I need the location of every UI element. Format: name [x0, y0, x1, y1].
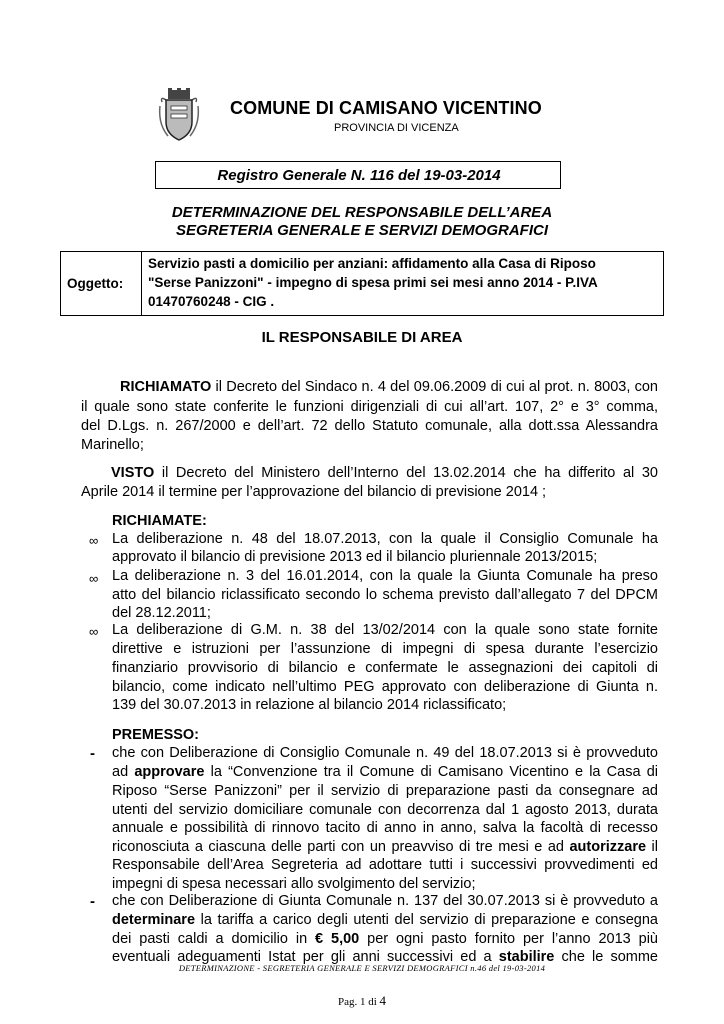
oggetto-line: 01470760248 - CIG . — [148, 294, 275, 309]
list-item-line: ad approvare la “Convenzione tra il Comune di Camisano Vicentino e la Casa di — [112, 764, 658, 780]
comune-title: COMUNE DI CAMISANO VICENTINO — [230, 98, 542, 118]
paragraph-line: del D.Lgs. n. 267/2000 e dell’art. 72 dello Statuto comunale, alla dott.ssa Alessandra — [81, 418, 658, 434]
list-item-line: direttive e istruzioni per l’assunzione di impegni di spesa durante l’esercizio — [112, 641, 658, 657]
premesso-title: PREMESSO: — [112, 727, 200, 743]
paragraph-line: Aprile 2014 il termine per l’approvazione del bilancio di previsione 2014 ; — [81, 484, 547, 500]
page-number: Pag. 1 di 4 — [337, 993, 387, 1008]
list-item-line: che con Deliberazione di Consiglio Comunale n. 49 del 18.07.2013 si è provveduto — [112, 745, 658, 761]
document-footer: DETERMINAZIONE - SEGRETERIA GENERALE E SERVIZI DEMOGRAFICI n.46 del 19-03-2014 — [178, 963, 546, 973]
list-item-line: La deliberazione di G.M. n. 38 del 13/02/2014 con la quale sono state fornite — [112, 622, 658, 638]
dash-bullet: - — [90, 893, 95, 910]
infinity-bullet-icon: ∞ — [89, 533, 99, 548]
list-item-line: utenti del servizio domiciliare comunale con decorrenza dal 1 agosto 2013, durata — [112, 802, 658, 818]
list-item-line: 139 del 30.07.2013 in relazione al bilancio 2014 riclassificato; — [112, 697, 507, 713]
list-item-line: La deliberazione n. 48 del 18.07.2013, con la quale il Consiglio Comunale ha — [112, 531, 658, 547]
list-item-line: La deliberazione n. 3 del 16.01.2014, con la quale la Giunta Comunale ha preso — [112, 568, 658, 584]
infinity-bullet-icon: ∞ — [89, 624, 99, 639]
list-item-line: impegni di spesa necessari allo svolgimento del servizio; — [112, 876, 476, 892]
infinity-bullet-icon: ∞ — [89, 571, 99, 586]
list-item-line: approvato il bilancio di previsione 2013 ed il bilancio pluriennale 2013/2015; — [112, 549, 598, 565]
list-item-line: determinare la tariffa a carico degli utenti del servizio di preparazione e consegna — [112, 912, 658, 928]
list-item-line: dei pasti caldi a domicilio in € 5,00 per ogni pasto fornito per l’anno 2013 più — [112, 931, 658, 947]
oggetto-label: Oggetto: — [67, 276, 124, 291]
section-heading: IL RESPONSABILE DI AREA — [261, 329, 463, 346]
list-item-line: eventuali adeguamenti Istat per gli anni successivi ed a stabilire che le somme — [112, 949, 658, 965]
list-item-line: Riposo “Serse Panizzoni” per il servizio di preparazione pasti da consegnare ad — [112, 783, 658, 799]
list-item-line: bilancio, come indicato nell’ultimo PEG approvato con deliberazione di Giunta n. — [112, 679, 658, 695]
list-item-line: annuale e possibilità di rinnovo tacito di anno in anno, salva la facoltà di recesso — [112, 820, 658, 836]
list-item-line: Responsabile dell’Area Segreteria ad adottare tutti i successivi provvedimenti ed — [112, 857, 658, 873]
paragraph-line: RICHIAMATO il Decreto del Sindaco n. 4 del 09.06.2009 di cui al prot. n. 8003, con — [120, 379, 658, 395]
registro-text: Registro Generale N. 116 del 19-03-2014 — [217, 167, 501, 184]
list-item-line: del 28.12.2011; — [112, 605, 211, 621]
oggetto-divider — [141, 251, 142, 316]
provincia-subtitle: PROVINCIA DI VICENZA — [334, 122, 459, 134]
oggetto-line: Servizio pasti a domicilio per anziani: affidamento alla Casa di Riposo — [148, 256, 596, 271]
list-item-line: atto del bilancio riclassificato secondo lo schema previsto dall’allegato 7 del DPCM — [112, 587, 658, 603]
richiamate-title: RICHIAMATE: — [112, 513, 207, 529]
dash-bullet: - — [90, 745, 95, 762]
paragraph-line: VISTO il Decreto del Ministero dell’Interno del 13.02.2014 che ha differito al 30 — [111, 465, 658, 481]
list-item-line: che con Deliberazione di Giunta Comunale n. 137 del 30.07.2013 si è provveduto a — [112, 893, 658, 909]
list-item-line: riconosciuta a ciascuna delle parti con un preavviso di tre mesi e ad autorizzare il — [112, 839, 658, 855]
list-item-line: finanziario provvisorio di bilancio e confermate le assegnazioni dei capitoli di — [112, 660, 658, 676]
bold-lead: VISTO — [111, 465, 155, 481]
determinazione-line-1: DETERMINAZIONE DEL RESPONSABILE DELL’AREA — [171, 204, 553, 221]
determinazione-line-2: SEGRETERIA GENERALE E SERVIZI DEMOGRAFICI — [176, 222, 548, 239]
bold-lead: RICHIAMATO — [120, 379, 212, 395]
paragraph-line: Marinello; — [81, 437, 144, 453]
oggetto-line: "Serse Panizzoni" - impegno di spesa primi sei mesi anno 2014 - P.IVA — [148, 275, 598, 290]
registro-box — [155, 161, 561, 189]
municipal-crest-icon — [158, 88, 200, 142]
paragraph-line: il quale sono state conferite le funzioni dirigenziali di cui all’art. 107, 2° e 3° comma, — [81, 399, 658, 415]
